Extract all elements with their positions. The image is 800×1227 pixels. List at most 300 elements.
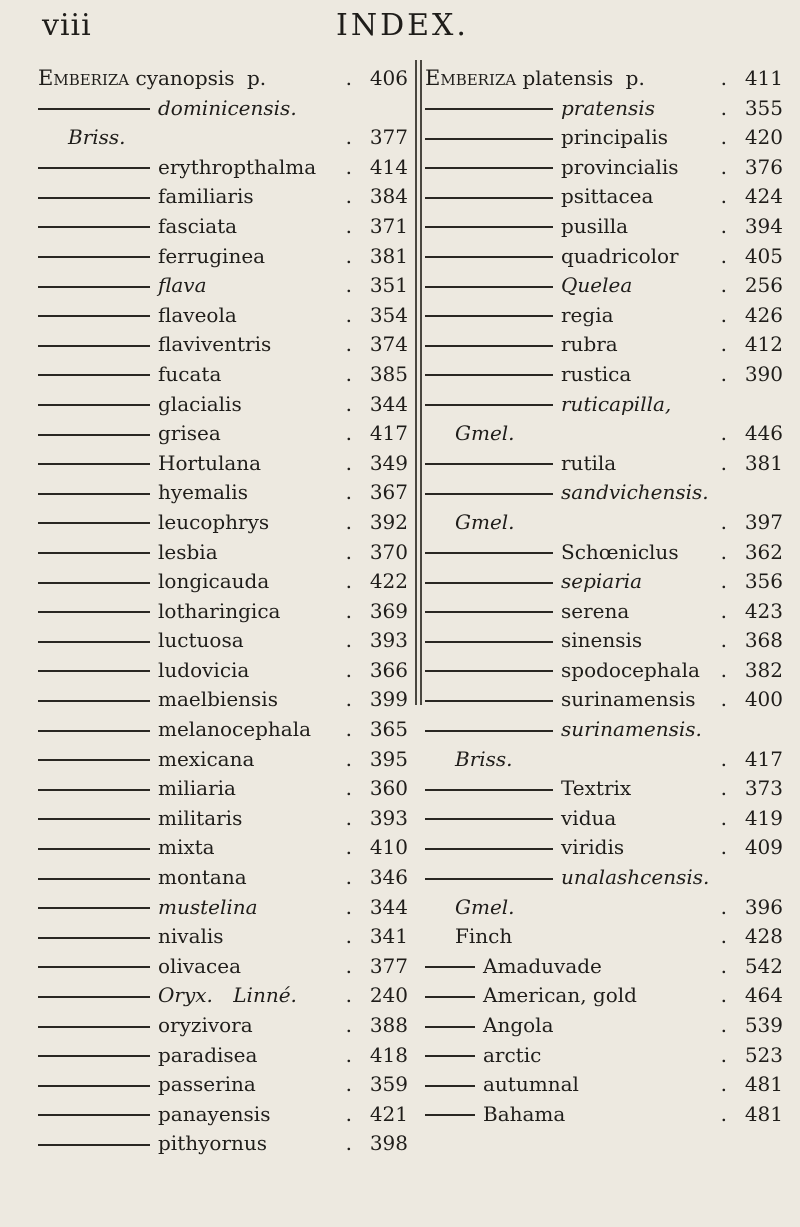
leader-dot: . [345,953,352,978]
species-name: serena [561,598,630,623]
species-name: pratensis [561,95,655,120]
leader-dot: . [345,1101,352,1126]
leader-dot: . [720,1101,727,1126]
page-ref: 341 [369,924,408,949]
index-entry [38,567,412,597]
ditto-dash [38,108,150,110]
page-ref: 393 [369,805,408,830]
species-name: sepiaria [561,569,643,594]
species-name: flaviventris [158,332,272,357]
index-entry [38,833,412,863]
species-name: melanocephala [158,717,312,742]
leader-dot: . [345,657,352,682]
index-entry [425,952,785,982]
species-name: pithyornus [158,1131,268,1156]
page-ref: 409 [744,835,783,860]
species-name: arctic [483,1042,542,1067]
index-entry [38,478,412,508]
leader-dot: . [345,332,352,357]
species-name: dominicensis. [158,95,297,120]
species-name: unalashcensis. [561,865,710,890]
leader-dot: . [720,154,727,179]
ditto-dash [38,670,150,672]
ditto-dash [425,1026,475,1028]
species-name: longicauda [158,569,270,594]
species-name: vidua [561,805,617,830]
author-name: Gmel. [455,421,515,446]
leader-dot: . [720,598,727,623]
ditto-dash [425,789,553,791]
page-header [0,0,800,60]
index-entry [425,922,785,952]
species-name: flaveola [158,302,237,327]
page-ref: 393 [369,628,408,653]
index-entry [425,1011,785,1041]
left-column [38,64,412,1159]
species-name: panayensis [158,1101,271,1126]
leader-dot: . [720,835,727,860]
leader-dot: . [720,539,727,564]
leader-dot: . [345,480,352,505]
page-ref: 385 [369,361,408,386]
author-name: Briss. [68,125,126,150]
index-entry [38,922,412,952]
index-entry [38,182,412,212]
index-entry [38,212,412,242]
page-ref: 400 [744,687,783,712]
ditto-dash [425,1085,475,1087]
author-name: Briss. [455,746,513,771]
page-ref: 374 [369,332,408,357]
ditto-dash [425,996,475,998]
page-ref: 355 [744,95,783,120]
ditto-dash [38,167,150,169]
species-name: lesbia [158,539,218,564]
leader-dot: . [345,509,352,534]
ditto-dash [38,789,150,791]
species-name: Hortulana [158,450,262,475]
ditto-dash [38,226,150,228]
page-ref: 370 [369,539,408,564]
ditto-dash [38,1055,150,1057]
species-name: Oryx. [158,983,213,1008]
index-entry [425,360,785,390]
species-name: Amaduvade [483,953,602,978]
species-name: platensis [522,66,614,90]
species-name: hyemalis [158,480,248,505]
index-entry [38,360,412,390]
index-entry [38,301,412,331]
species-name: militaris [158,805,243,830]
ditto-dash [38,848,150,850]
page-ref: 368 [744,628,783,653]
species-name: pusilla [561,213,629,238]
species-name: nivalis [158,924,224,949]
page-ref: 419 [744,805,783,830]
ditto-dash [425,818,553,820]
page-abbrev: p. [246,66,267,90]
ditto-dash [425,730,553,732]
leader-dot: . [345,361,352,386]
page-ref: 362 [744,539,783,564]
leader-dot: . [720,687,727,712]
leader-dot: . [345,1042,352,1067]
leader-dot: . [345,924,352,949]
ditto-dash [38,1144,150,1146]
page-ref: 414 [369,154,408,179]
index-entry [38,1100,412,1130]
leader-dot: . [720,332,727,357]
species-name: mixta [158,835,215,860]
leader-dot: . [720,184,727,209]
leader-dot: . [720,569,727,594]
leader-dot: . [345,805,352,830]
index-entry [38,597,412,627]
leader-dot: . [345,66,352,90]
ditto-dash [38,996,150,998]
index-entry [425,1100,785,1130]
index-entry [425,1070,785,1100]
leader-dot: . [720,657,727,682]
leader-dot: . [720,213,727,238]
index-entry [38,242,412,272]
index-entry [425,330,785,360]
species-name: erythropthalma [158,154,317,179]
leader-dot: . [720,983,727,1008]
index-entry [38,715,412,745]
leader-dot: . [345,1131,352,1156]
index-entry [38,685,412,715]
species-name: fasciata [158,213,238,238]
ditto-dash [38,522,150,524]
species-name: flava [158,273,207,298]
species-name: paradisea [158,1042,258,1067]
ditto-dash [425,493,553,495]
page-ref: 397 [744,509,783,534]
page-ref: 240 [369,983,408,1008]
species-name: luctuosa [158,628,244,653]
page-ref: 256 [744,273,783,298]
leader-dot: . [345,302,352,327]
ditto-dash [425,463,553,465]
ditto-dash [38,907,150,909]
species-name: mustelina [158,894,258,919]
leader-dot: . [345,894,352,919]
index-entry [38,123,412,153]
leader-dot: . [345,243,352,268]
ditto-dash [425,1055,475,1057]
ditto-dash [425,552,553,554]
species-name: surinamensis. [561,717,702,742]
page-ref: 381 [744,450,783,475]
page-ref: 422 [369,569,408,594]
leader-dot: . [720,243,727,268]
page-ref: 398 [369,1131,408,1156]
index-entry [425,538,785,568]
species-name: viridis [561,835,625,860]
index-entry [425,893,785,923]
ditto-dash [38,1114,150,1116]
index-entry [38,774,412,804]
index-entry [38,330,412,360]
page-ref: 523 [744,1042,783,1067]
author-name: Gmel. [455,894,515,919]
leader-dot: . [345,717,352,742]
leader-dot: . [720,302,727,327]
leader-dot: . [720,805,727,830]
ditto-dash [38,256,150,258]
ditto-dash [425,197,553,199]
ditto-dash [38,197,150,199]
species-name: ludovicia [158,657,250,682]
ditto-dash [425,1114,475,1116]
page-ref: 410 [369,835,408,860]
species-name: glacialis [158,391,242,416]
column-divider [415,60,417,705]
leader-dot: . [720,66,727,90]
page-ref: 421 [369,1101,408,1126]
ditto-dash [425,641,553,643]
index-entry [38,508,412,538]
page-ref: 359 [369,1072,408,1097]
index-entry [425,626,785,656]
leader-dot: . [720,450,727,475]
leader-dot: . [345,184,352,209]
index-entry [38,952,412,982]
ditto-dash [425,286,553,288]
index-entry [38,1070,412,1100]
page-ref: 349 [369,450,408,475]
page-ref: 392 [369,509,408,534]
index-entry [425,745,785,775]
leader-dot: . [720,125,727,150]
page-ref: 399 [369,687,408,712]
index-entry [38,1011,412,1041]
species-name: olivacea [158,953,242,978]
page-ref: 351 [369,273,408,298]
index-entry [425,301,785,331]
page-ref: 418 [369,1042,408,1067]
species-name: montana [158,865,247,890]
species-name: ruticapilla, [561,391,672,416]
species-name: rutila [561,450,617,475]
page-ref: 396 [744,894,783,919]
leader-dot: . [345,421,352,446]
species-name: ferruginea [158,243,266,268]
index-entry [425,656,785,686]
ditto-dash [425,226,553,228]
species-name: sandvichensis. [561,480,709,505]
leader-dot: . [345,983,352,1008]
ditto-dash [38,730,150,732]
leader-dot: . [345,865,352,890]
ditto-dash [38,966,150,968]
leader-dot: . [345,569,352,594]
ditto-dash [38,374,150,376]
page-ref: 395 [369,746,408,771]
page-ref: 423 [744,598,783,623]
right-column [425,64,785,1129]
page-ref: 542 [744,953,783,978]
species-name: oryzivora [158,1013,253,1037]
index-entry [38,981,412,1011]
species-name: grisea [158,421,221,446]
page-ref: 373 [744,776,783,801]
ditto-dash [38,759,150,761]
ditto-dash [38,315,150,317]
leader-dot: . [720,1072,727,1097]
page-ref: 365 [369,717,408,742]
page-ref: 481 [744,1072,783,1097]
ditto-dash [425,108,553,110]
page-ref: 354 [369,302,408,327]
index-entry [38,94,412,124]
index-entry [425,567,785,597]
author-name: Linné. [233,983,297,1008]
page-ref: 377 [369,125,408,150]
leader-dot: . [345,598,352,623]
ditto-dash [38,937,150,939]
ditto-dash [425,374,553,376]
species-name: quadricolor [561,243,679,268]
index-entry [38,804,412,834]
leader-dot: . [345,213,352,238]
index-entry [425,715,785,745]
species-name: maelbiensis [158,687,278,712]
page-ref: 367 [369,480,408,505]
column-divider [420,60,422,705]
index-entry [425,212,785,242]
leader-dot: . [720,1013,727,1037]
species-name: spodocephala [561,657,700,682]
species-name: Quelea [561,273,633,298]
ditto-dash [425,582,553,584]
page-ref: 420 [744,125,783,150]
index-entry [38,64,412,94]
ditto-dash [38,493,150,495]
genus-name: Emberiza [425,66,517,90]
index-entry [38,1129,412,1159]
page-ref: 411 [744,66,783,90]
index-entry [38,745,412,775]
ditto-dash [38,345,150,347]
species-name: principalis [561,125,669,150]
ditto-dash [38,286,150,288]
index-entry [425,242,785,272]
page-ref: 346 [369,865,408,890]
page-ref: 376 [744,154,783,179]
leader-dot: . [345,835,352,860]
page-ref: 366 [369,657,408,682]
page-ref: 417 [744,746,783,771]
ditto-dash [425,611,553,613]
page-ref: 356 [744,569,783,594]
leader-dot: . [345,125,352,150]
index-entry [425,597,785,627]
page-ref: 417 [369,421,408,446]
leader-dot: . [720,924,727,949]
species-name: Textrix [561,776,632,801]
species-name: American, gold [483,983,637,1008]
leader-dot: . [345,450,352,475]
ditto-dash [425,404,553,406]
ditto-dash [38,818,150,820]
species-name: psittacea [561,184,654,209]
page-ref: 428 [744,924,783,949]
ditto-dash [38,463,150,465]
page-ref: 344 [369,894,408,919]
index-entry [38,538,412,568]
ditto-dash [425,670,553,672]
leader-dot: . [720,361,727,386]
index-entry [425,478,785,508]
species-name: Angola [483,1013,554,1037]
ditto-dash [38,1026,150,1028]
leader-dot: . [720,421,727,446]
ditto-dash [38,641,150,643]
leader-dot: . [720,746,727,771]
page-ref: 360 [369,776,408,801]
leader-dot: . [345,1013,352,1037]
species-name: surinamensis [561,687,696,712]
leader-dot: . [345,687,352,712]
ditto-dash [425,167,553,169]
ditto-dash [425,878,553,880]
page-ref: 405 [744,243,783,268]
index-entry [425,94,785,124]
ditto-dash [38,1085,150,1087]
index-entry [425,64,785,94]
entry-name: Finch [455,924,513,949]
index-entry [38,626,412,656]
page-ref: 369 [369,598,408,623]
index-entry [425,153,785,183]
index-entry [425,685,785,715]
species-name: Bahama [483,1101,566,1126]
ditto-dash [38,700,150,702]
page-ref: 384 [369,184,408,209]
page-ref: 406 [369,66,408,90]
index-entry [425,123,785,153]
leader-dot: . [720,894,727,919]
leader-dot: . [345,746,352,771]
index-entry [38,893,412,923]
page-abbrev: p. [625,66,645,90]
species-name: mexicana [158,746,255,771]
species-name: rustica [561,361,632,386]
index-entry [425,271,785,301]
index-title: INDEX. [336,8,469,43]
page-ref: 377 [369,953,408,978]
species-name: rubra [561,332,618,357]
ditto-dash [425,966,475,968]
leader-dot: . [345,391,352,416]
page-ref: 394 [744,213,783,238]
species-name: leucophrys [158,509,270,534]
ditto-dash [425,256,553,258]
ditto-dash [425,138,553,140]
leader-dot: . [720,953,727,978]
species-name: cyanopsis [135,66,235,90]
page-number: viii [42,8,92,43]
species-name: passerina [158,1072,256,1097]
species-name: autumnal [483,1072,579,1097]
page-ref: 446 [744,421,783,446]
species-name: regia [561,302,614,327]
index-entry [38,419,412,449]
species-name: provincialis [561,154,679,179]
leader-dot: . [720,776,727,801]
